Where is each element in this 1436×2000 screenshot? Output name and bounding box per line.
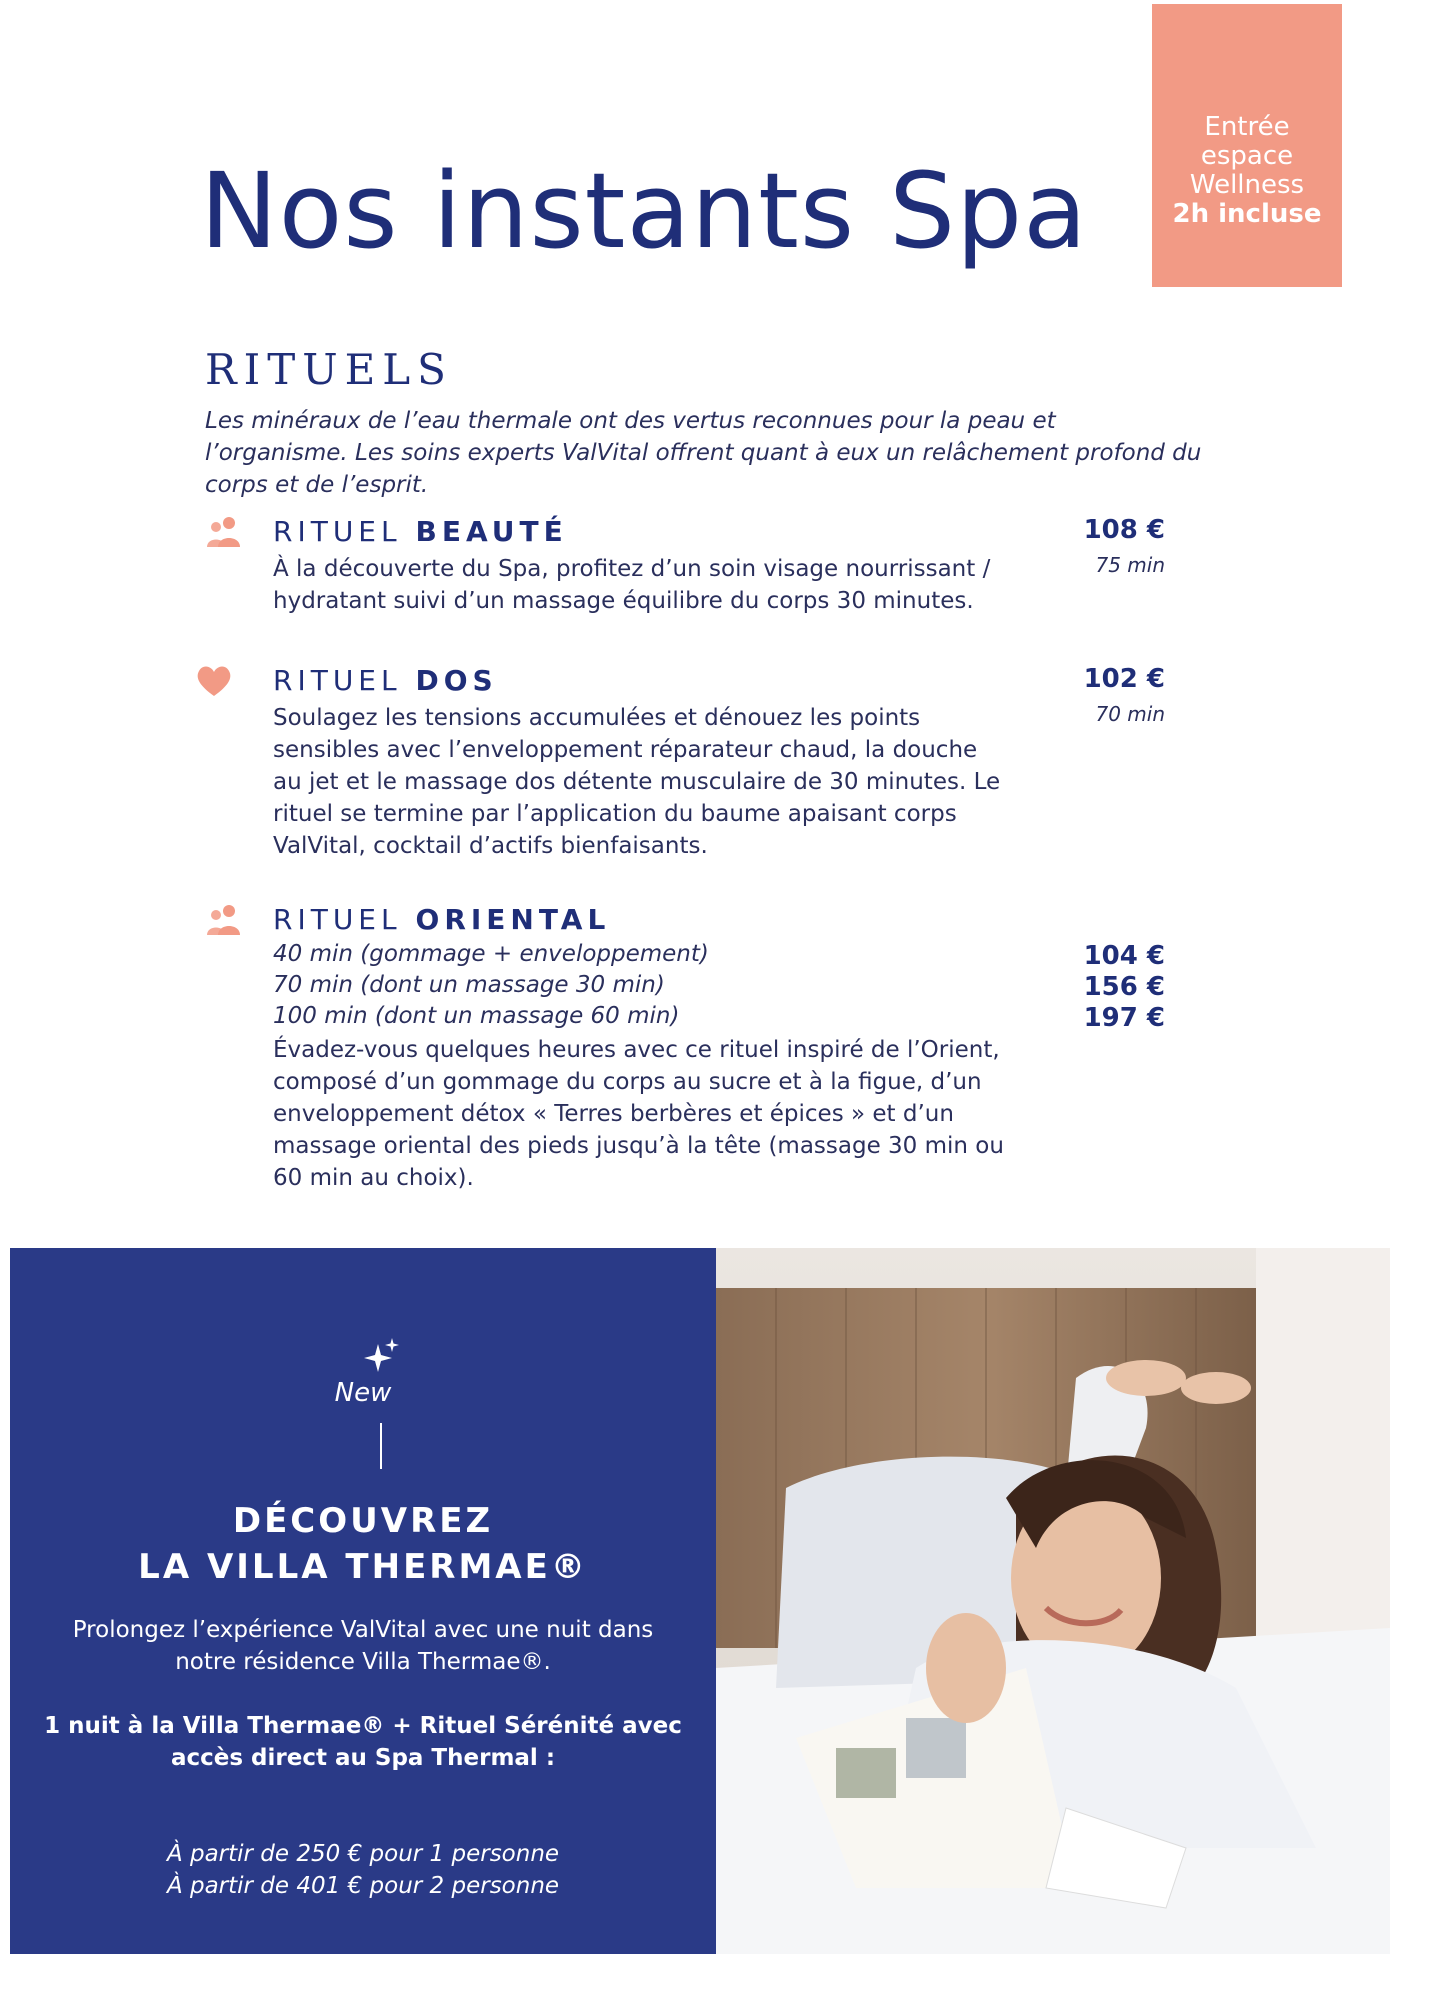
badge-line-bold: 2h incluse <box>1172 198 1322 229</box>
villa-promo-box <box>10 1248 716 1954</box>
people-icon <box>205 515 243 549</box>
ritual-description: Évadez-vous quelques heures avec ce rituel inspiré de l’Orient, composé d’un gommage du corps au sucre et à la figue, d’un enveloppement détox « Terres berbères et épices » et d’un massage oriental des pieds jusqu’à la tête (massage 30 min ou 60 min au choix). <box>273 1037 1004 1191</box>
people-icon <box>205 903 243 937</box>
badge-line: Entrée <box>1204 111 1290 142</box>
section-title: RITUELS <box>205 345 453 394</box>
promo-text: Prolongez l’expérience ValVital avec une nuit dans notre résidence Villa Thermae®. <box>72 1617 654 1675</box>
option-label: 70 min (dont un massage 30 min) <box>273 972 665 998</box>
new-label: New <box>334 1378 392 1408</box>
section-intro: Les minéraux de l’eau thermale ont des vertus reconnues pour la peau et l’organisme. Les soins experts ValVital offrent quant à eux un relâchement profond du corps et de l’esprit. <box>205 408 1202 498</box>
ritual-options <box>273 939 1013 1194</box>
promo-offer: 1 nuit à la Villa Thermae® + Rituel Sérénité avec accès direct au Spa Thermal : <box>44 1713 682 1771</box>
heart-icon <box>195 664 233 698</box>
badge-line: Wellness <box>1189 169 1305 200</box>
option-prices <box>1084 941 1165 1034</box>
option-price: 104 € <box>1083 941 1165 971</box>
ritual-price: 102 € <box>1083 664 1165 694</box>
woman-reading-photo <box>716 1248 1390 1954</box>
ritual-price: 108 € <box>1083 515 1165 545</box>
ritual-duration: 75 min <box>1095 553 1165 577</box>
option-label: 100 min (dont un massage 60 min) <box>273 1003 680 1029</box>
option-label: 40 min (gommage + enveloppement) <box>273 941 709 967</box>
ritual-name: RITUEL BEAUTÉ <box>273 515 568 548</box>
badge-line: espace <box>1200 140 1294 171</box>
option-price: 197 € <box>1083 1003 1165 1033</box>
ritual-description: Soulagez les tensions accumulées et dénouez les points sensibles avec l’enveloppement réparateur chaud, la douche au jet et le massage dos détente musculaire de 30 minutes. Le rituel se termine par l’application du baume apaisant corps ValVital, cocktail d’actifs bienfaisants. <box>273 705 1001 859</box>
promo-title: DÉCOUVREZ LA VILLA THERMAE® <box>138 1501 588 1587</box>
wellness-badge <box>1152 4 1342 287</box>
page-title: Nos instants Spa <box>200 150 1088 272</box>
ritual-name: RITUEL DOS <box>273 664 498 697</box>
sparkle-icon <box>362 1336 402 1376</box>
ritual-description: À la découverte du Spa, profitez d’un soin visage nourrissant / hydratant suivi d’un massage équilibre du corps 30 minutes. <box>273 556 991 614</box>
divider-line <box>380 1423 382 1469</box>
ritual-name: RITUEL ORIENTAL <box>273 903 611 936</box>
promo-prices: À partir de 250 € pour 1 personne À partir de 401 € pour 2 personne <box>166 1841 560 1899</box>
ritual-duration: 70 min <box>1095 702 1165 726</box>
option-price: 156 € <box>1083 972 1165 1002</box>
